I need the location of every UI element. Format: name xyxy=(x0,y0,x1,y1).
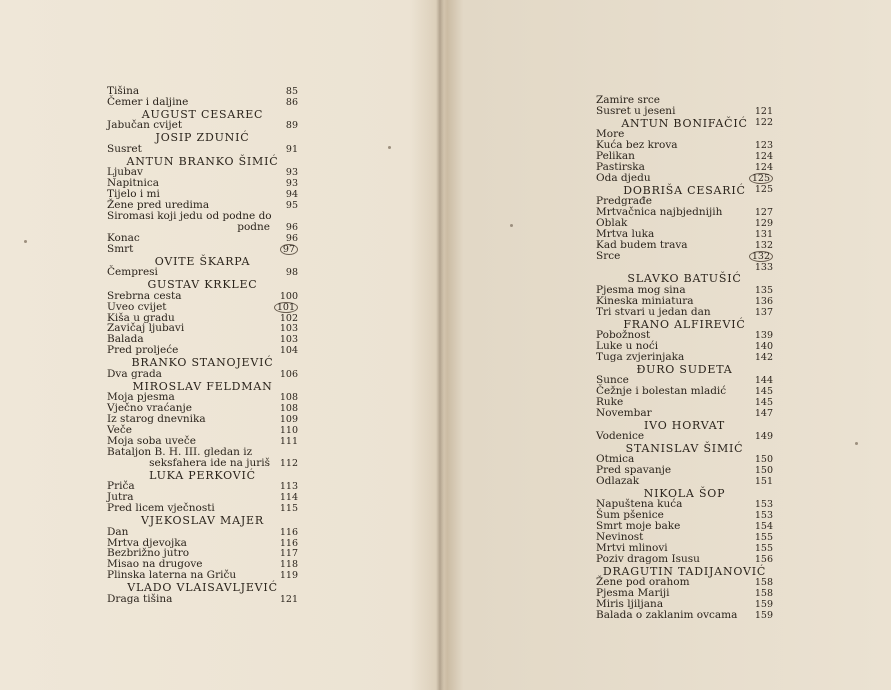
poem-title: Susret xyxy=(107,142,142,155)
page-number: 123 xyxy=(754,140,773,152)
poem-title: Mrtvačnica najbjednijih xyxy=(596,206,723,218)
poem-title: Konac xyxy=(107,231,140,244)
poem-title: Oblak xyxy=(596,216,628,229)
author-heading: NIKOLA ŠOP xyxy=(643,487,726,500)
page-number: 129 xyxy=(754,217,773,229)
left-page xyxy=(0,0,440,690)
author-heading: DOBRIŠA CESARIĆ xyxy=(623,183,746,197)
author-heading: STANISLAV ŠIMIĆ xyxy=(625,441,744,455)
page-number: 155 xyxy=(754,532,773,544)
page-number: 156 xyxy=(754,553,773,565)
poem-title: Pred proljeće xyxy=(107,344,179,357)
page-number: 149 xyxy=(754,431,773,442)
poem-title: Oda djedu xyxy=(596,171,651,184)
page-number: 135 xyxy=(754,284,773,296)
page-number: 150 xyxy=(754,465,773,477)
page-number: 122 xyxy=(754,116,773,128)
page-number: 102 xyxy=(279,312,298,324)
author-heading: ANTUN BONIFAČIĆ xyxy=(621,116,748,130)
page-number: 117 xyxy=(279,548,298,560)
page-number: 111 xyxy=(279,435,298,447)
page-number: 125 xyxy=(754,183,773,195)
page-number: 132 xyxy=(754,239,773,251)
poem-title: Nevinost xyxy=(596,531,644,544)
toc-row xyxy=(596,307,773,318)
page-number: 144 xyxy=(754,375,773,386)
poem-title: Dva grada xyxy=(107,367,162,380)
circled-page-number: 101 xyxy=(274,302,298,313)
poem-title: Iz starog dnevnika xyxy=(107,413,206,426)
toc-row xyxy=(596,262,773,273)
page-number: 139 xyxy=(754,329,773,341)
page-number: 93 xyxy=(285,178,298,190)
page-number: 109 xyxy=(279,414,298,426)
author-heading: BRANKO STANOJEVIĆ xyxy=(131,356,274,370)
author-heading: GUSTAV KRKLEC xyxy=(147,278,258,292)
poem-title: Pjesma mog sina xyxy=(596,283,686,296)
toc-row xyxy=(107,97,298,108)
toc-row xyxy=(107,414,298,425)
toc-row xyxy=(107,345,298,356)
toc-row xyxy=(107,302,298,313)
toc-row xyxy=(107,503,298,514)
page-number: 98 xyxy=(285,267,298,279)
poem-title: Dan xyxy=(107,525,129,538)
page-number: 145 xyxy=(754,385,773,397)
toc-row xyxy=(596,352,773,363)
author-heading: JOSIP ZDUNIĆ xyxy=(155,131,250,145)
page-number: 127 xyxy=(754,207,773,218)
paper-speck xyxy=(855,442,858,445)
poem-title: Siromasi koji jedu od podne do xyxy=(107,209,272,222)
author-heading: AUGUST CESAREC xyxy=(141,107,264,121)
toc-row xyxy=(596,431,773,442)
page-number: 96 xyxy=(285,221,298,233)
page-number: 131 xyxy=(754,228,773,240)
poem-title: Tri stvari u jedan dan xyxy=(596,305,711,318)
toc-row xyxy=(596,476,773,487)
page-number: 91 xyxy=(285,143,298,155)
page-number: 159 xyxy=(754,609,773,621)
poem-title: Žene pod orahom xyxy=(596,576,690,589)
page-number xyxy=(280,244,298,255)
poem-title: Ljubav xyxy=(107,166,143,179)
page-number: 94 xyxy=(285,189,298,201)
poem-title: podne xyxy=(237,220,270,233)
poem-title: Miris ljiljana xyxy=(596,598,664,610)
poem-title: Mrtva djevojka xyxy=(107,536,187,549)
page-number: 151 xyxy=(754,476,773,488)
toc-row xyxy=(107,481,298,492)
page-number: 145 xyxy=(754,396,773,408)
page-number: 124 xyxy=(754,161,773,173)
poem-title: Pred licem vječnosti xyxy=(107,502,215,515)
poem-title: Napitnica xyxy=(107,177,160,190)
poem-title: Tuga zvjerinjaka xyxy=(596,350,685,363)
poem-title: Mrtva luka xyxy=(596,227,655,240)
toc-row xyxy=(107,144,298,155)
page-number: 110 xyxy=(279,425,298,436)
paper-speck xyxy=(24,240,27,243)
poem-title: Sunce xyxy=(596,374,629,386)
poem-title: Poziv dragom Isusu xyxy=(596,552,700,565)
poem-title: Čemer i daljine xyxy=(107,95,189,108)
poem-title: Susret u jeseni xyxy=(596,104,676,117)
author-heading: OVITE ŠKARPA xyxy=(154,254,251,268)
poem-title: Misao na drugove xyxy=(107,558,203,571)
author-heading: DRAGUTIN TADIJANOVIĆ xyxy=(602,564,767,578)
author-heading: ANTUN BRANKO ŠIMIĆ xyxy=(126,154,279,168)
toc-row xyxy=(107,527,298,538)
page-number: 86 xyxy=(285,96,298,108)
author-heading: SLAVKO BATUŠIĆ xyxy=(627,272,742,286)
page-number: 106 xyxy=(279,368,298,380)
page-number: 158 xyxy=(754,577,773,589)
poem-title: Srce xyxy=(596,249,621,262)
poem-title: Kiša u gradu xyxy=(107,311,175,324)
poem-title: Odlazak xyxy=(596,475,640,488)
poem-title: Balada xyxy=(107,333,144,346)
page-number: 140 xyxy=(754,340,773,352)
poem-title: Pelikan xyxy=(596,150,635,162)
toc-row xyxy=(107,369,298,380)
author-heading: IVO HORVAT xyxy=(644,418,725,432)
author-heading: LUKA PERKOVIĆ xyxy=(149,468,256,482)
poem-title: Smrt moje bake xyxy=(596,520,681,533)
page-number: 108 xyxy=(279,403,298,415)
page-number: 96 xyxy=(285,232,298,244)
circled-page-number: 97 xyxy=(280,244,298,255)
page-number: 103 xyxy=(279,323,298,335)
poem-title: Zavičaj ljubavi xyxy=(107,322,185,335)
page-number: 116 xyxy=(279,537,298,549)
poem-title: Pobožnost xyxy=(596,328,651,341)
paper-speck xyxy=(510,224,513,227)
poem-title: Jutra xyxy=(107,491,134,504)
poem-title: Bezbrižno jutro xyxy=(107,547,190,560)
poem-title: Kineska miniatura xyxy=(596,294,694,307)
page-number: 133 xyxy=(754,261,773,273)
poem-title: Tijelo i mi xyxy=(107,188,160,201)
page-number: 121 xyxy=(754,105,773,117)
poem-title: Jabučan cvijet xyxy=(107,119,183,132)
poem-title: Predgrađe xyxy=(596,195,652,208)
author-heading: MIROSLAV FELDMAN xyxy=(132,379,273,393)
page-number: 155 xyxy=(754,543,773,554)
poem-title: Mrtvi mlinovi xyxy=(596,542,668,554)
toc-row xyxy=(596,610,773,621)
poem-title: Priča xyxy=(107,480,135,493)
page-number: 153 xyxy=(754,510,773,522)
toc-row xyxy=(596,554,773,565)
poem-title: Srebrna cesta xyxy=(107,289,182,302)
toc-row xyxy=(596,240,773,251)
page-number: 103 xyxy=(279,334,298,346)
poem-title: Vječno vraćanje xyxy=(107,402,192,415)
poem-title: Uveo cvijet xyxy=(107,300,167,313)
toc-row xyxy=(107,233,298,244)
poem-title: Kuća bez krova xyxy=(596,139,678,152)
page-number: 100 xyxy=(279,290,298,302)
poem-title: Čežnje i bolestan mladić xyxy=(596,384,727,397)
toc-row xyxy=(107,594,298,605)
poem-title: Žene pred uredima xyxy=(107,199,210,211)
page-number: 104 xyxy=(279,345,298,357)
poem-title: Tišina xyxy=(107,85,140,97)
page-number: 154 xyxy=(754,521,773,533)
poem-title: Ruke xyxy=(596,395,624,408)
poem-title: Pred spavanje xyxy=(596,464,672,477)
author-heading: VJEKOSLAV MAJER xyxy=(141,514,264,528)
poem-title: Vodenice xyxy=(596,430,645,442)
page-number: 121 xyxy=(279,593,298,605)
toc-row xyxy=(107,120,298,131)
page-number: 115 xyxy=(279,503,298,515)
poem-title: Draga tišina xyxy=(107,592,173,605)
page-number xyxy=(749,173,773,184)
author-heading: VLADO VLAISAVLJEVIĆ xyxy=(127,581,278,595)
toc-row xyxy=(596,184,773,195)
page-number: 119 xyxy=(279,570,298,582)
toc-row xyxy=(596,408,773,419)
page-number: 93 xyxy=(285,167,298,179)
poem-title: Veče xyxy=(107,424,132,436)
toc-row xyxy=(596,117,773,128)
page-number: 142 xyxy=(754,351,773,363)
poem-title: seksfahera ide na juriš xyxy=(149,456,270,469)
page-number: 158 xyxy=(754,588,773,600)
page-number: 89 xyxy=(285,120,298,132)
page-number: 118 xyxy=(279,559,298,571)
poem-title: Šum pšenice xyxy=(596,509,664,522)
poem-title: Pjesma Mariji xyxy=(596,587,670,600)
poem-title: Pastirska xyxy=(596,160,645,173)
toc-row xyxy=(107,291,298,302)
poem-title: Otmica xyxy=(596,453,635,466)
author-heading: ĐURO SUDETA xyxy=(636,362,733,376)
page-number xyxy=(749,251,773,262)
page-number: 95 xyxy=(285,200,298,211)
page-number: 112 xyxy=(279,457,298,469)
author-heading: FRANO ALFIREVIĆ xyxy=(623,317,746,331)
poem-title: Čempresi xyxy=(107,266,158,279)
poem-title: Kad budem trava xyxy=(596,238,688,251)
toc-row xyxy=(107,570,298,581)
page-number: 113 xyxy=(279,481,298,493)
poem-title: Bataljon B. H. III. gledan iz xyxy=(107,445,253,458)
poem-title: Moja soba uveče xyxy=(107,434,196,447)
paper-speck xyxy=(388,146,391,149)
poem-title: More xyxy=(596,128,625,141)
poem-title: Plinska laterna na Griču xyxy=(107,569,237,582)
poem-title: Luke u noći xyxy=(596,339,659,352)
poem-title: Balada o zaklanim ovcama xyxy=(596,608,738,621)
page-number: 136 xyxy=(754,295,773,307)
page-number: 159 xyxy=(754,599,773,610)
page-number: 137 xyxy=(754,306,773,318)
page-number: 108 xyxy=(279,392,298,404)
page-number: 124 xyxy=(754,151,773,162)
page-number: 150 xyxy=(754,454,773,466)
page-number: 147 xyxy=(754,407,773,419)
page-number xyxy=(274,302,298,313)
poem-title: Moja pjesma xyxy=(107,391,175,404)
page-number: 85 xyxy=(285,86,298,97)
toc-row xyxy=(596,251,773,262)
page-number: 116 xyxy=(279,526,298,538)
toc-row xyxy=(107,458,298,469)
circled-page-number: 125 xyxy=(749,173,773,184)
right-page xyxy=(452,0,891,690)
poem-title: Smrt xyxy=(107,242,134,255)
toc-row xyxy=(107,267,298,278)
toc-row xyxy=(107,244,298,255)
poem-title: Zamire srce xyxy=(596,94,660,106)
toc-row xyxy=(596,106,773,117)
page-number: 153 xyxy=(754,499,773,511)
poem-title: Novembar xyxy=(596,406,652,419)
toc-row xyxy=(596,173,773,184)
page-number: 114 xyxy=(279,492,298,504)
circled-page-number: 132 xyxy=(749,251,773,262)
poem-title: Napuštena kuća xyxy=(596,498,683,511)
